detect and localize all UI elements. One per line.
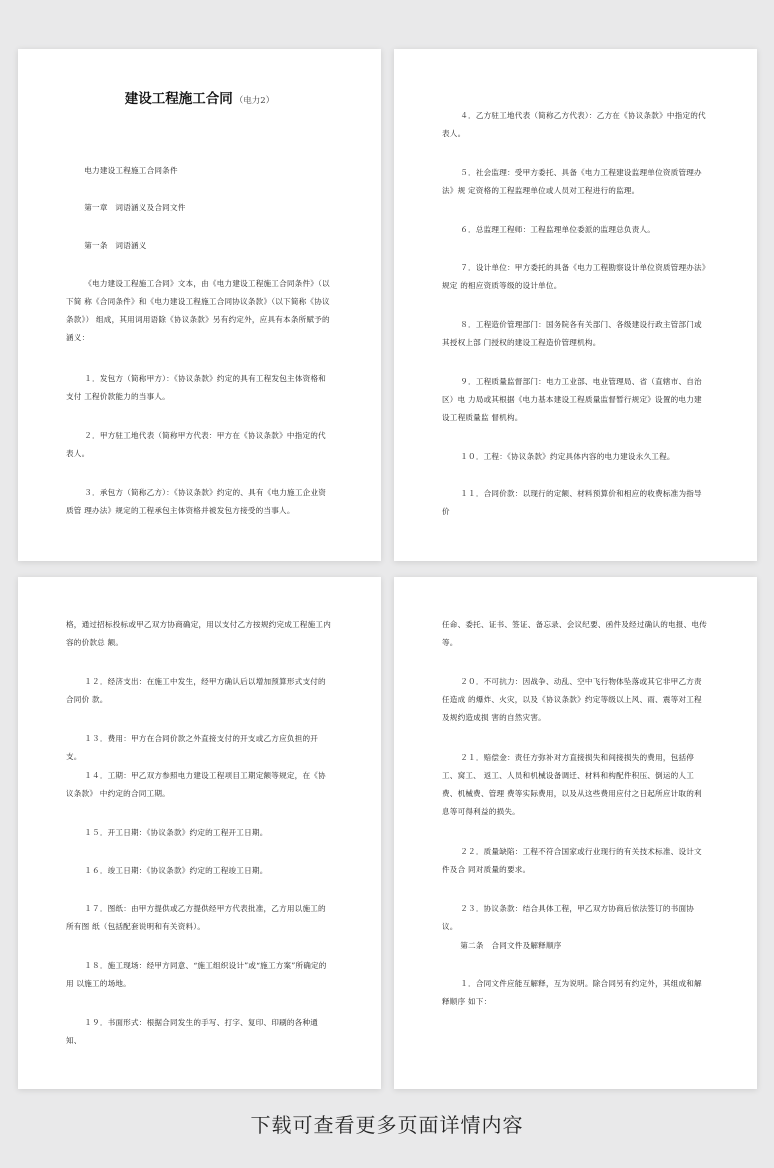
paragraph: 任命、委托、证书、签证、备忘录、会议纪要、函件及经过确认的电报、电传等。 xyxy=(442,620,707,647)
paragraph: １１．合同价款：以现行的定额、材料预算价和相应的收费标准为指导价 xyxy=(442,489,702,516)
paragraph: ５．社会监理：受甲方委托、具备《电力工程建设监理单位资质管理办法》规 定资格的工程监理单位或人员对工程进行的监理。 xyxy=(442,168,702,195)
paragraph: ２２．质量缺陷：工程不符合国家或行业现行的有关技术标准、设计文件及合 同对质量的要求。 xyxy=(442,847,702,874)
paragraph: ２０．不可抗力：因战争、动乱、空中飞行物体坠落或其它非甲乙方责任造成 的爆炸、火灾，以及《协议条款》约定等级以上风、雨、震等对工程及规约造成损 害的自然灾害。 xyxy=(442,677,702,722)
paragraph: １９．书面形式：根据合同发生的手写、打字、复印、印刷的各种通知、 xyxy=(66,1018,319,1045)
paragraph: ８．工程造价管理部门：国务院各有关部门、各级建设行政主管部门或其授权上部 门授权的建设工程造价管理机构。 xyxy=(442,320,702,347)
paragraph: ９．工程质量监督部门：电力工业部、电业管理局、省（直辖市、自治区）电 力局或其根据《电力基本建设工程质量监督暂行规定》设置的电力建设工程质量监 督机构。 xyxy=(442,377,702,422)
paragraph: １０．工程：《协议条款》约定具体内容的电力建设永久工程。 xyxy=(460,452,675,461)
page-title xyxy=(18,87,381,107)
paragraph: ２１．赔偿金：责任方弥补对方直接损失和间接损失的费用，包括停工、窝工、 返工、人员和机械设备调迁、材料和构配件积压、倒运的人工费、机械费、管理 费等实际费用，以及从这些费用应付之日起所应计取的利息等可得利益的损失。 xyxy=(442,753,702,816)
paragraph: 格，通过招标投标或甲乙双方协商确定，用以支付乙方按规约完成工程施工内容的价款总 额。 xyxy=(66,620,331,647)
paragraph: 《电力建设工程施工合同》文本，由《电力建设工程施工合同条件》（以下简 称《合同条件》和《电力建设工程施工合同协议条款》（以下简称《协议条款》） 组成，其用词用语除《协议条款》另有约定外，应具有本条所赋予的涵义： xyxy=(66,279,330,342)
contract-title-suffix: （电力2） xyxy=(234,96,275,106)
paragraph: ４．乙方驻工地代表（简称乙方代表）：乙方在《协议条款》中指定的代表人。 xyxy=(442,111,706,138)
paragraph: 电力建设工程施工合同条件 xyxy=(84,166,178,175)
article-heading: 第一条 词语涵义 xyxy=(84,241,147,250)
document-page-1 xyxy=(18,49,381,561)
paragraph: １８．施工现场：经甲方同意、“施工组织设计”或“施工方案”所确定的用 以施工的场地。 xyxy=(66,961,327,988)
paragraph: １５．开工日期：《协议条款》约定的工程开工日期。 xyxy=(84,828,268,837)
chapter-heading: 第一章 词语涵义及合同文件 xyxy=(84,203,186,212)
paragraph: ６．总监理工程师：工程监理单位委派的监理总负责人。 xyxy=(460,225,656,234)
contract-title: 建设工程施工合同 xyxy=(124,91,233,107)
paragraph: １．发包方（简称甲方）：《协议条款》约定的具有工程发包主体资格和支付 工程价款能力的当事人。 xyxy=(66,374,327,401)
paragraph: １６．竣工日期：《协议条款》约定的工程竣工日期。 xyxy=(84,866,268,875)
paragraph: １７．图纸：由甲方提供或乙方提供经甲方代表批准，乙方用以施工的所有图 纸（包括配套说明和有关资料）。 xyxy=(66,904,326,931)
paragraph: ２３．协议条款：结合具体工程，甲乙双方协商后依法签订的书面协议。 xyxy=(442,904,695,931)
download-caption: 下载可查看更多页面详情内容 xyxy=(250,1113,524,1137)
document-page-2 xyxy=(394,49,757,561)
paragraph: １３．费用：甲方在合同价款之外直接支付的开支或乙方应负担的开支。 xyxy=(66,734,319,761)
article-heading: 第二条 合同文件及解释顺序 xyxy=(460,941,562,950)
document-page-3 xyxy=(18,577,381,1089)
paragraph: １．合同文件应能互解释，互为说明。除合同另有约定外，其组成和解释顺序 如下： xyxy=(442,979,702,1006)
paragraph: ７．设计单位：甲方委托的具备《电力工程勘察设计单位资质管理办法》规定 的相应资质等级的设计单位。 xyxy=(442,263,706,290)
paragraph: ３．承包方（简称乙方）：《协议条款》约定的、具有《电力施工企业资质管 理办法》规定的工程承包主体资格并被发包方接受的当事人。 xyxy=(66,488,327,515)
paragraph: ２．甲方驻工地代表（简称甲方代表：甲方在《协议条款》中指定的代表人。 xyxy=(66,431,326,458)
paragraph: １２．经济支出：在施工中发生，经甲方确认后以增加预算形式支付的合同价 款。 xyxy=(66,677,326,704)
paragraph: １４．工期：甲乙双方参照电力建设工程项目工期定额等规定，在《协议条款》 中约定的合同工期。 xyxy=(66,771,326,798)
document-page-4 xyxy=(394,577,757,1089)
